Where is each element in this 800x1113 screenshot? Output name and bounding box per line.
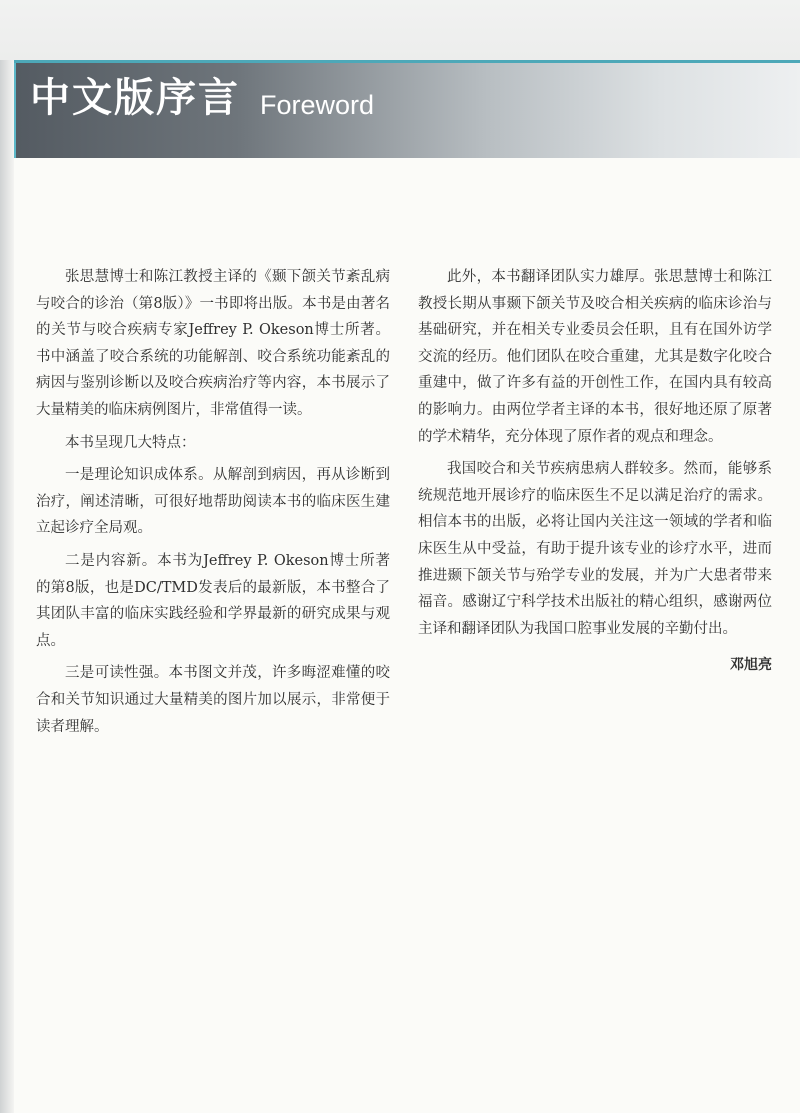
author-signature: 邓旭亮 bbox=[730, 657, 772, 674]
page-spine-shadow bbox=[0, 0, 14, 1113]
top-margin bbox=[0, 0, 800, 60]
paragraph-feature-three: 三是可读性强。本书图文并茂，许多晦涩难懂的咬合和关节知识通过大量精美的图片加以展示，非常便于读者理解。 bbox=[36, 665, 390, 735]
right-text-column bbox=[418, 264, 772, 685]
paragraph-significance: 我国咬合和关节疾病患病人群较多。然而，能够系统规范地开展诊疗的临床医生不足以满足治疗的需求。相信本书的出版，必将让国内关注这一领域的学者和临床医生从中受益，有助于提升该专业的诊疗水平，进而推进颞下颌关节与殆学专业的发展，并为广大患者带来福音。感谢辽宁科学技术出版社的精心组织，感谢两位主译和翻译团队为我国口腔事业发展的辛勤付出。 bbox=[418, 461, 772, 637]
paragraph-intro: 张思慧博士和陈江教授主译的《颞下颌关节紊乱病与咬合的诊治（第8版）》一书即将出版。本书是由著名的关节与咬合疾病专家Jeffrey P. Okeson博士所著。书中涵盖了咬合系统的功能解剖、咬合系统功能紊乱的病因与鉴别诊断以及咬合疾病治疗等内容，本书展示了大量精美的临床病例图片，非常值得一读。 bbox=[36, 269, 390, 418]
page-title-chinese: 中文版序言 bbox=[30, 75, 240, 121]
paragraph-feature-one: 一是理论知识成体系。从解剖到病因，再从诊断到治疗，阐述清晰，可很好地帮助阅读本书的临床医生建立起诊疗全局观。 bbox=[36, 467, 390, 537]
paragraph-features-heading: 本书呈现几大特点： bbox=[65, 434, 196, 451]
paragraph-team: 此外，本书翻译团队实力雄厚。张思慧博士和陈江教授长期从事颞下颌关节及咬合相关疾病的临床诊治与基础研究，并在相关专业委员会任职，且有在国外访学交流的经历。他们团队在咬合重建，尤其是数字化咬合重建中，做了许多有益的开创性工作，在国内具有较高的影响力。由两位学者主译的本书，很好地还原了原著的学术精华，充分体现了原作者的观点和理念。 bbox=[418, 269, 772, 445]
left-text-column bbox=[36, 264, 390, 746]
page-title-english: Foreword bbox=[260, 90, 375, 120]
header-accent-strip bbox=[14, 60, 800, 63]
paragraph-feature-two: 二是内容新。本书为Jeffrey P. Okeson博士所著的第8版，也是DC/TMD发表后的最新版，本书整合了其团队丰富的临床实践经验和学界最新的研究成果与观点。 bbox=[36, 552, 390, 649]
